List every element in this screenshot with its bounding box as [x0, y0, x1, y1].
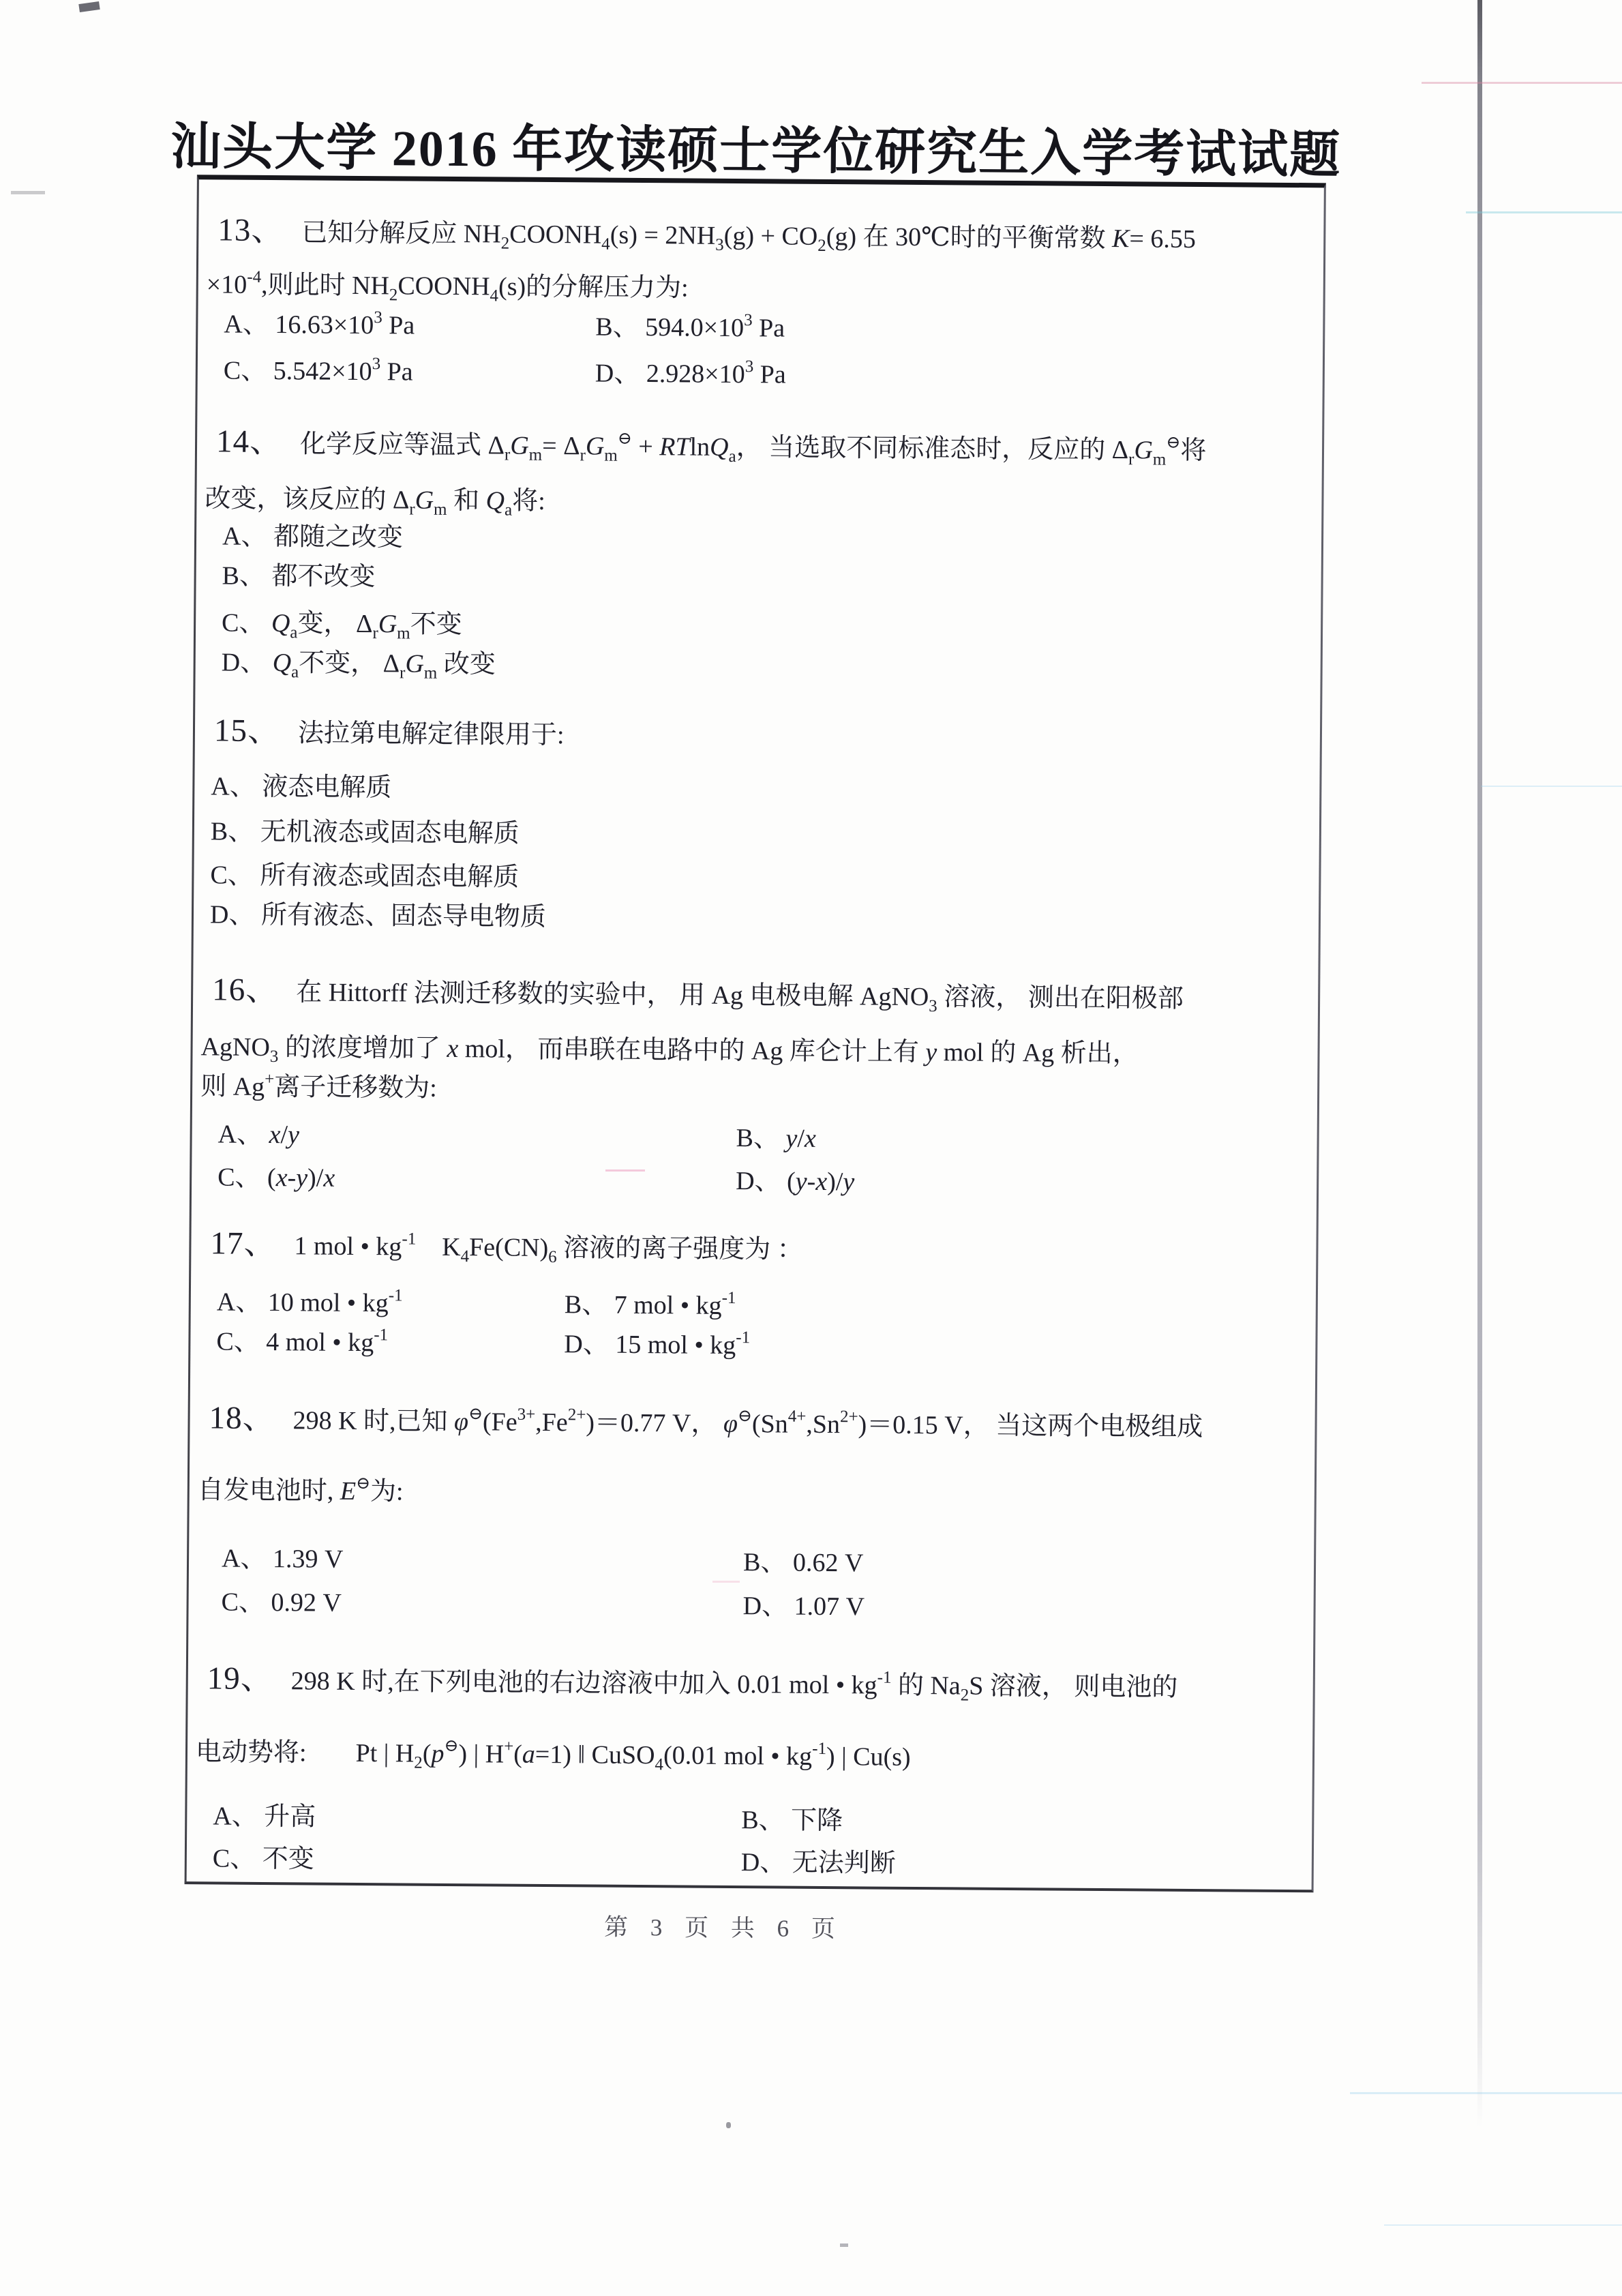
question-18-option-d: D、 1.07 V — [742, 1592, 865, 1622]
question-13-option-b: B、 $594.0\times 10^3$ Pa — [595, 311, 785, 343]
question-19-text1: 298 K 时,在下列电池的右边溶液中加入 0.01 mol • $kg^{-1}$ 的 $Na_2S$ 溶液， 则电池的 — [290, 1667, 1178, 1705]
question-13-text1: 已知分解反应 $NH_2COONH_4(s) = 2NH_3(g) + CO_2(g)$ 在 30℃时的平衡常数 K= 6.55 — [301, 218, 1197, 255]
question-13-option-c: C、 $5.542\times 10^3$ Pa — [223, 355, 413, 387]
question-14-option-a: A、 都随之改变 — [222, 522, 404, 552]
question-18-text1: 298 K 时,已知 $\varphi^⊖(Fe^{3+},Fe^{2+})=0.77$ V， $\varphi^⊖(Sn^{4+},Sn^{2+})=0.15$ V， 当这两个电极组成 — [292, 1405, 1203, 1442]
question-18-stem-line2: 自发电池时, E⊖为: — [197, 1474, 404, 1506]
question-18-stem-line1 — [209, 1398, 1203, 1445]
question-14-stem-line2: 改变，该反应的 $\Delta_rG_m$ 和 $Q_a$将: — [205, 484, 545, 520]
question-16-option-b: B、 y/x — [736, 1124, 816, 1153]
question-13-stem-line2: $\times 10^{-4}$,则此时 $NH_2COONH_4(s)$的分解压力为: — [206, 267, 689, 305]
question-16-option-a: A、 x/y — [217, 1120, 300, 1150]
question-16-option-c: C、 (x-y)/x — [217, 1163, 335, 1193]
question-16-stem-line1 — [212, 970, 1184, 1017]
question-17-option-c: C、 4 mol • $kg^{-1}$ — [216, 1326, 389, 1358]
question-15-number: 15、 — [213, 713, 281, 749]
question-16-text1: 在 Hittorff 法测迁移数的实验中， 用 Ag 电极电解 AgNO$_3$ 溶液， 测出在阳极部 — [296, 978, 1184, 1016]
question-14-option-d: D、 $Q_a$不变， $\Delta_rG_m$ 改变 — [221, 648, 496, 683]
question-19-option-b: B、 下降 — [741, 1806, 843, 1836]
question-19-stem-line1 — [207, 1658, 1178, 1705]
page-footer: 第 3 页 共 6 页 — [603, 1913, 844, 1943]
question-16-stem-line3: 则 Ag+离子迁移数为: — [200, 1069, 437, 1103]
question-13-number: 13、 — [217, 212, 284, 249]
question-13-option-d: D、 $2.928\times 10^3$ Pa — [595, 357, 786, 389]
question-15-option-a: A、 液态电解质 — [211, 772, 392, 803]
question-15-option-d: D、 所有液态、固态导电物质 — [209, 900, 547, 931]
question-15-stem-line1 — [214, 711, 565, 754]
question-18-number: 18、 — [209, 1400, 275, 1437]
question-13-stem-line1 — [217, 210, 1196, 257]
question-19-emf-label: 电动势将: — [195, 1738, 307, 1768]
question-14-option-c: C、 $Q_a$变， $\Delta_rG_m$不变 — [221, 608, 462, 643]
question-19-option-a: A、 升高 — [213, 1802, 316, 1832]
question-14-text1: 化学反应等温式 $\Delta_rG_m= \Delta_rG_m^⊖ + RTlnQ_a$， 当选取不同标准态时，反应的 $\Delta_rG_m^⊖$将 — [299, 429, 1207, 469]
question-14-option-b: B、 都不改变 — [222, 561, 376, 592]
question-17-option-a: A、 10 mol • $kg^{-1}$ — [216, 1286, 403, 1318]
question-15-option-c: C、 所有液态或固态电解质 — [210, 861, 520, 892]
exam-title: 汕头大学 2016 年攻读硕士学位研究生入学考试试题 — [170, 119, 1342, 184]
question-17-option-d: D、 15 mol • $kg^{-1}$ — [564, 1328, 751, 1360]
question-16-stem-line2: AgNO$_3$ 的浓度增加了 x mol， 而串联在电路中的 Ag 库仑计上有 y mol 的 Ag 析出， — [200, 1032, 1139, 1069]
question-17-stem-line1 — [210, 1223, 803, 1268]
question-14-number: 14、 — [215, 423, 283, 460]
question-16-option-d: D、 (y-x)/y — [736, 1167, 855, 1197]
question-14-stem-line1 — [216, 421, 1207, 468]
question-17-option-b: B、 7 mol • $kg^{-1}$ — [564, 1288, 736, 1320]
question-19-option-c: C、 不变 — [212, 1844, 314, 1874]
question-18-option-c: C、 0.92 V — [221, 1587, 342, 1617]
question-19-stem-line2 — [196, 1736, 911, 1774]
question-18-option-a: A、 1.39 V — [221, 1544, 344, 1574]
question-17-number: 17、 — [210, 1225, 277, 1262]
question-16-number: 16、 — [212, 972, 279, 1009]
question-15-text1: 法拉第电解定律限用于: — [297, 719, 565, 750]
question-15-option-b: B、 无机液态或固态电解质 — [210, 817, 520, 848]
question-18-option-b: B、 0.62 V — [742, 1548, 864, 1578]
question-19-cell-notation: Pt | $H_2(p^⊖)$ | H+(a=1) ‖ CuSO$_4$(0.01 mol • $kg^{-1}$) | Cu(s) — [355, 1736, 911, 1774]
question-19-number: 19、 — [207, 1660, 273, 1697]
question-13-option-a: A、 $16.63\times 10^3$ Pa — [224, 308, 415, 340]
question-19-option-d: D、 无法判断 — [740, 1848, 896, 1878]
question-17-text1: 1 mol • $kg^{-1}$ $K_4Fe(CN)_6$ 溶液的离子强度为 ： — [294, 1229, 803, 1267]
